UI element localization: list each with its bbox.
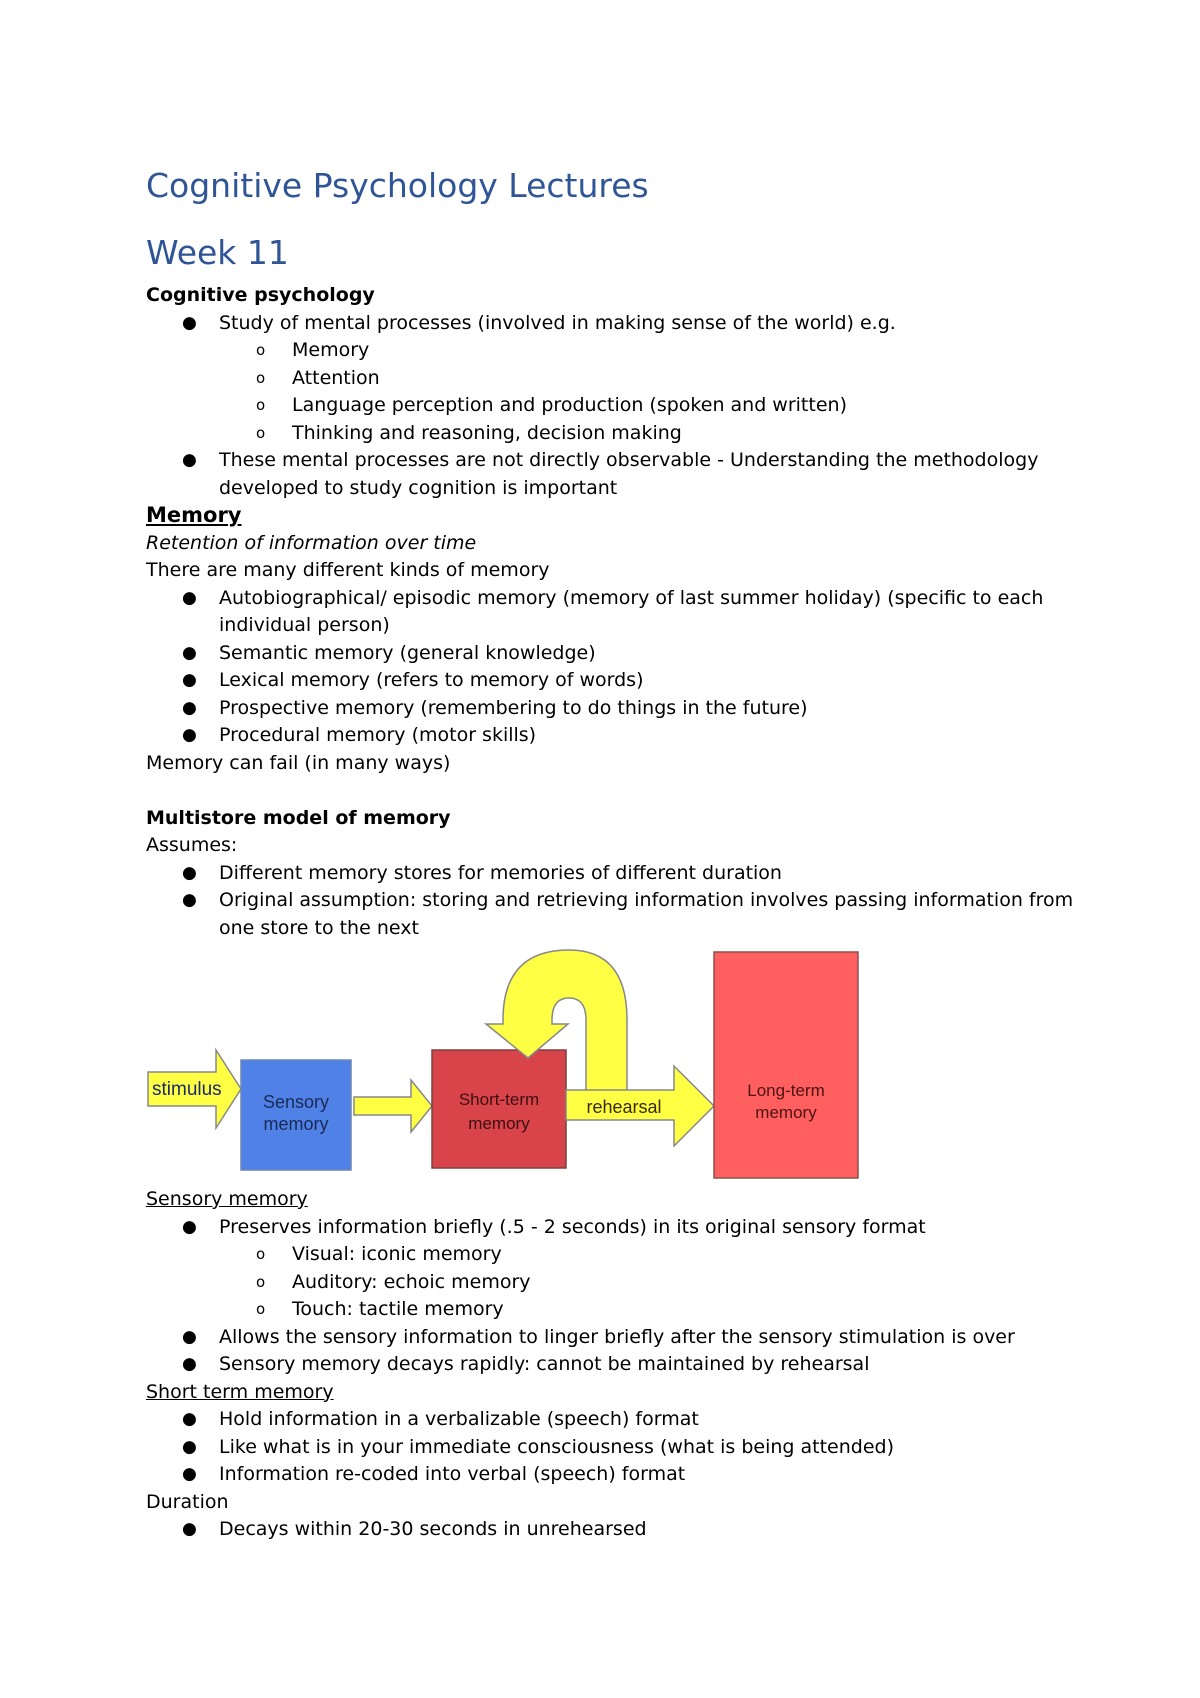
bullet-item: ● Autobiographical/ episodic memory (memory of last summer holiday) (specific to each <box>146 585 1046 613</box>
notes-block-top <box>146 282 1074 942</box>
bullet-dot-icon: ● <box>182 312 197 333</box>
notes-block-bottom <box>146 1186 1046 1544</box>
sub-bullet-item: o Auditory: echoic memory <box>146 1269 1046 1297</box>
bullet-item: ● Like what is in your immediate consciousness (what is being attended) <box>146 1434 1046 1462</box>
document-title: Cognitive Psychology Lectures <box>146 166 649 205</box>
bullet-dot-icon: ● <box>182 1216 197 1237</box>
sub-bullet-item: o Touch: tactile memory <box>146 1296 1046 1324</box>
sub-bullet-item: o Thinking and reasoning, decision making <box>146 420 1046 448</box>
bullet-dot-icon: ● <box>182 1326 197 1347</box>
bullet-dot-icon: ● <box>182 862 197 883</box>
bullet-item: ● Original assumption: storing and retrieving information involves passing information from <box>146 887 1046 915</box>
bullet-item: ● Procedural memory (motor skills) <box>146 722 1046 750</box>
circle-bullet-icon: o <box>256 423 266 442</box>
circle-bullet-icon: o <box>256 1272 266 1291</box>
bullet-dot-icon: ● <box>182 642 197 663</box>
stm-box-label-1: Short-term <box>458 1090 540 1109</box>
bullet-dot-icon: ● <box>182 1354 197 1374</box>
spacer <box>146 777 1046 805</box>
memory-intro: There are many different kinds of memory <box>146 559 550 581</box>
bullet-dot-icon: ● <box>182 1436 197 1457</box>
bullet-continuation: developed to study cognition is important <box>219 476 618 499</box>
bullet-dot-icon: ● <box>182 1519 197 1539</box>
sub-bullet-item: o Memory <box>146 337 1046 365</box>
bullet-item: ● Sensory memory decays rapidly: cannot be maintained by rehearsal <box>146 1351 1046 1379</box>
section-heading-multistore: Multistore model of memory <box>146 806 451 829</box>
bullet-item: ● Allows the sensory information to linger briefly after the sensory stimulation is over <box>146 1324 1046 1352</box>
bullet-item: ● Different memory stores for memories of different duration <box>146 860 1046 888</box>
ltm-box-label-1: Long-term <box>747 1081 825 1100</box>
section-heading-memory: Memory <box>146 503 242 527</box>
section-heading-stm: Short term memory <box>146 1380 334 1403</box>
bullet-dot-icon: ● <box>182 1464 197 1484</box>
sensory-to-stm-arrow <box>354 1080 432 1132</box>
section-heading-cognitive: Cognitive psychology <box>146 284 375 306</box>
bullet-dot-icon: ● <box>182 697 197 718</box>
sensory-box-label-2: memory <box>263 1114 329 1134</box>
short-term-memory-box <box>432 1050 566 1168</box>
bullet-continuation: one store to the next <box>219 916 419 939</box>
bullet-dot-icon: ● <box>182 450 197 470</box>
bullet-item: ● Semantic memory (general knowledge) <box>146 640 1046 668</box>
bullet-item: ● Information re-coded into verbal (speech) format <box>146 1461 1046 1489</box>
bullet-item: ● Study of mental processes (involved in making sense of the world) e.g. <box>146 310 1046 338</box>
bullet-item: ● Hold information in a verbalizable (speech) format <box>146 1406 1046 1434</box>
bullet-dot-icon: ● <box>182 890 197 910</box>
sub-bullet-item: o Visual: iconic memory <box>146 1241 1046 1269</box>
bullet-item: ● Preserves information briefly (.5 - 2 seconds) in its original sensory format <box>146 1214 1046 1242</box>
ltm-box-label-2: memory <box>755 1103 817 1122</box>
circle-bullet-icon: o <box>256 1245 266 1263</box>
bullet-dot-icon: ● <box>182 1409 197 1429</box>
week-heading: Week 11 <box>146 233 289 272</box>
bullet-continuation: individual person) <box>219 614 390 636</box>
stimulus-label: stimulus <box>152 1079 222 1100</box>
rehearsal-label: rehearsal <box>586 1097 662 1117</box>
sub-bullet-item: o Language perception and production (spoken and written) <box>146 392 1046 420</box>
bullet-dot-icon: ● <box>182 725 197 745</box>
memory-fail-text: Memory can fail (in many ways) <box>146 751 451 774</box>
circle-bullet-icon: o <box>256 396 266 414</box>
bullet-dot-icon: ● <box>182 670 197 690</box>
sensory-box-label-1: Sensory <box>262 1092 330 1112</box>
assumes-label: Assumes: <box>146 834 238 856</box>
bullet-item: ● Lexical memory (refers to memory of words) <box>146 667 1046 695</box>
multistore-model-diagram <box>146 948 862 1180</box>
circle-bullet-icon: o <box>256 341 266 359</box>
stm-box-label-2: memory <box>468 1114 530 1133</box>
memory-definition: Retention of information over time <box>146 531 477 554</box>
bullet-item: ● These mental processes are not directly observable - Understanding the methodology <box>146 447 1046 475</box>
bullet-item: ● Decays within 20-30 seconds in unrehearsed <box>146 1516 1046 1544</box>
section-heading-sensory: Sensory memory <box>146 1188 308 1210</box>
bullet-item: ● Prospective memory (remembering to do things in the future) <box>146 695 1046 723</box>
long-term-memory-box <box>714 952 858 1178</box>
circle-bullet-icon: o <box>256 368 266 387</box>
sub-bullet-item: o Attention <box>146 365 1046 393</box>
duration-label: Duration <box>146 1490 229 1513</box>
circle-bullet-icon: o <box>256 1300 266 1318</box>
bullet-dot-icon: ● <box>182 587 197 608</box>
